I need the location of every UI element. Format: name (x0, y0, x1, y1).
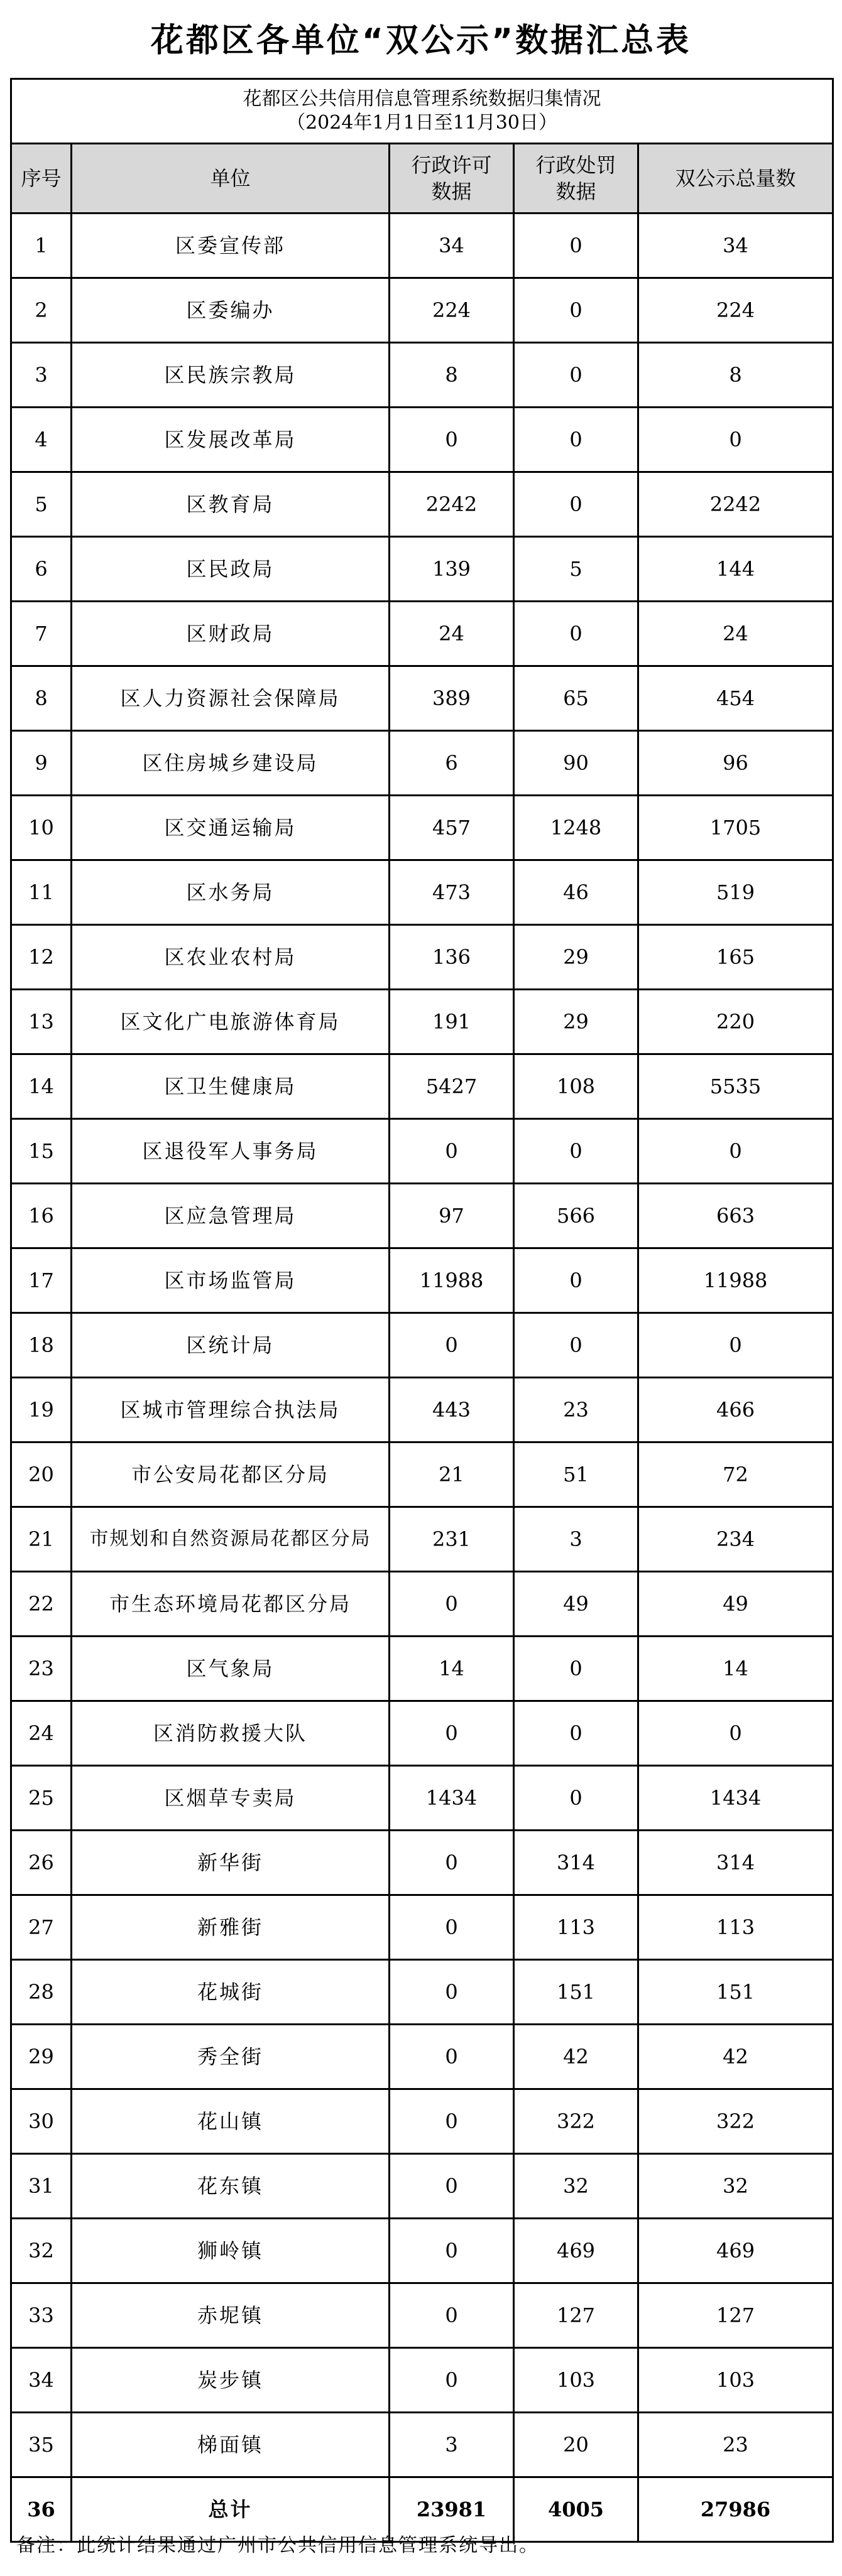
cell-penalty: 314 (514, 1831, 638, 1895)
cell-unit: 区市场监管局 (72, 1248, 390, 1313)
table-row (11, 925, 833, 990)
cell-seq: 14 (11, 1054, 72, 1119)
table-row (11, 1895, 833, 1960)
table-row (11, 1637, 833, 1701)
cell-penalty: 0 (514, 1637, 638, 1701)
table-row (11, 1831, 833, 1895)
cell-license: 3 (390, 2413, 514, 2477)
table-row (11, 731, 833, 796)
cell-unit: 市公安局花都区分局 (72, 1442, 390, 1507)
cell-unit: 区城市管理综合执法局 (72, 1378, 390, 1442)
cell-total: 234 (638, 1507, 833, 1572)
cell-seq: 22 (11, 1572, 72, 1637)
table-row (11, 1766, 833, 1831)
subtitle-line-1: 花都区公共信用信息管理系统数据归集情况 (243, 88, 601, 110)
table-row (11, 1442, 833, 1507)
cell-license: 0 (390, 1895, 514, 1960)
total-cell-unit: 总计 (72, 2477, 390, 2542)
cell-penalty: 0 (514, 1766, 638, 1831)
cell-penalty: 0 (514, 1248, 638, 1313)
cell-total: 23 (638, 2413, 833, 2477)
cell-unit: 市生态环境局花都区分局 (72, 1572, 390, 1637)
cell-seq: 12 (11, 925, 72, 990)
table-row (11, 2089, 833, 2154)
cell-unit: 区水务局 (72, 860, 390, 925)
cell-penalty: 0 (514, 1701, 638, 1766)
cell-seq: 21 (11, 1507, 72, 1572)
table-row (11, 796, 833, 860)
cell-penalty: 0 (514, 278, 638, 343)
cell-license: 0 (390, 408, 514, 472)
cell-seq: 3 (11, 343, 72, 408)
cell-license: 6 (390, 731, 514, 796)
cell-unit: 区交通运输局 (72, 796, 390, 860)
cell-total: 663 (638, 1184, 833, 1248)
cell-total: 72 (638, 1442, 833, 1507)
cell-total: 42 (638, 2025, 833, 2089)
cell-penalty: 0 (514, 472, 638, 537)
cell-total: 466 (638, 1378, 833, 1442)
cell-penalty: 90 (514, 731, 638, 796)
cell-unit: 区应急管理局 (72, 1184, 390, 1248)
cell-seq: 20 (11, 1442, 72, 1507)
cell-seq: 8 (11, 666, 72, 731)
table-row (11, 1960, 833, 2025)
cell-seq: 34 (11, 2348, 72, 2413)
cell-seq: 6 (11, 537, 72, 602)
cell-license: 0 (390, 2154, 514, 2219)
cell-license: 0 (390, 1960, 514, 2025)
cell-license: 0 (390, 1572, 514, 1637)
cell-seq: 7 (11, 602, 72, 666)
cell-seq: 2 (11, 278, 72, 343)
cell-license: 24 (390, 602, 514, 666)
cell-unit: 炭步镇 (72, 2348, 390, 2413)
cell-penalty: 0 (514, 1119, 638, 1184)
table-row (11, 472, 833, 537)
cell-seq: 16 (11, 1184, 72, 1248)
table-row (11, 666, 833, 731)
table-row (11, 278, 833, 343)
cell-unit: 新华街 (72, 1831, 390, 1895)
cell-seq: 33 (11, 2283, 72, 2348)
footnote: 备注：此统计结果通过广州市公共信用信息管理系统导出。 (16, 2535, 539, 2557)
cell-penalty: 46 (514, 860, 638, 925)
table-row (11, 1378, 833, 1442)
cell-seq: 26 (11, 1831, 72, 1895)
cell-total: 8 (638, 343, 833, 408)
cell-seq: 35 (11, 2413, 72, 2477)
cell-penalty: 32 (514, 2154, 638, 2219)
table-row (11, 2413, 833, 2477)
cell-penalty: 49 (514, 1572, 638, 1637)
cell-penalty: 0 (514, 408, 638, 472)
cell-total: 165 (638, 925, 833, 990)
cell-penalty: 0 (514, 343, 638, 408)
cell-total: 2242 (638, 472, 833, 537)
table-row (11, 2219, 833, 2283)
cell-license: 457 (390, 796, 514, 860)
cell-unit: 区气象局 (72, 1637, 390, 1701)
cell-unit: 区财政局 (72, 602, 390, 666)
cell-total: 103 (638, 2348, 833, 2413)
cell-penalty: 322 (514, 2089, 638, 2154)
cell-total: 0 (638, 1701, 833, 1766)
cell-total: 5535 (638, 1054, 833, 1119)
cell-license: 191 (390, 990, 514, 1054)
cell-license: 231 (390, 1507, 514, 1572)
cell-license: 224 (390, 278, 514, 343)
cell-license: 0 (390, 1831, 514, 1895)
cell-seq: 13 (11, 990, 72, 1054)
table-row (11, 2154, 833, 2219)
cell-total: 220 (638, 990, 833, 1054)
cell-unit: 区统计局 (72, 1313, 390, 1378)
cell-license: 21 (390, 1442, 514, 1507)
cell-penalty: 151 (514, 1960, 638, 2025)
cell-penalty: 1248 (514, 796, 638, 860)
cell-license: 11988 (390, 1248, 514, 1313)
header-total: 双公示总量数 (638, 144, 833, 214)
cell-license: 443 (390, 1378, 514, 1442)
cell-license: 8 (390, 343, 514, 408)
cell-total: 127 (638, 2283, 833, 2348)
cell-unit: 梯面镇 (72, 2413, 390, 2477)
cell-seq: 4 (11, 408, 72, 472)
cell-penalty: 469 (514, 2219, 638, 2283)
cell-license: 1434 (390, 1766, 514, 1831)
cell-penalty: 127 (514, 2283, 638, 2348)
cell-seq: 9 (11, 731, 72, 796)
table-row (11, 537, 833, 602)
table-row (11, 2025, 833, 2089)
table-row (11, 2348, 833, 2413)
cell-seq: 17 (11, 1248, 72, 1313)
cell-penalty: 3 (514, 1507, 638, 1572)
table-row (11, 1119, 833, 1184)
table-row (11, 1507, 833, 1572)
cell-unit: 秀全街 (72, 2025, 390, 2089)
cell-unit: 花山镇 (72, 2089, 390, 2154)
cell-total: 469 (638, 2219, 833, 2283)
cell-license: 136 (390, 925, 514, 990)
cell-total: 224 (638, 278, 833, 343)
table-row (11, 343, 833, 408)
cell-license: 97 (390, 1184, 514, 1248)
cell-unit: 狮岭镇 (72, 2219, 390, 2283)
summary-table (10, 78, 834, 2543)
cell-unit: 区民政局 (72, 537, 390, 602)
table-subtitle (11, 79, 833, 144)
cell-penalty: 566 (514, 1184, 638, 1248)
cell-seq: 24 (11, 1701, 72, 1766)
cell-unit: 区农业农村局 (72, 925, 390, 990)
cell-license: 0 (390, 2219, 514, 2283)
cell-total: 1705 (638, 796, 833, 860)
cell-seq: 23 (11, 1637, 72, 1701)
cell-seq: 25 (11, 1766, 72, 1831)
table-row (11, 602, 833, 666)
cell-total: 11988 (638, 1248, 833, 1313)
cell-total: 151 (638, 1960, 833, 2025)
total-cell-seq: 36 (11, 2477, 72, 2542)
cell-penalty: 20 (514, 2413, 638, 2477)
cell-unit: 花城街 (72, 1960, 390, 2025)
cell-seq: 18 (11, 1313, 72, 1378)
cell-penalty: 0 (514, 602, 638, 666)
cell-total: 519 (638, 860, 833, 925)
cell-seq: 15 (11, 1119, 72, 1184)
table-row (11, 990, 833, 1054)
table-row (11, 1054, 833, 1119)
cell-seq: 5 (11, 472, 72, 537)
cell-total: 1434 (638, 1766, 833, 1831)
header-license: 行政许可数据 (390, 144, 514, 214)
cell-license: 34 (390, 214, 514, 278)
cell-seq: 31 (11, 2154, 72, 2219)
cell-unit: 区退役军人事务局 (72, 1119, 390, 1184)
cell-seq: 30 (11, 2089, 72, 2154)
cell-unit: 区消防救援大队 (72, 1701, 390, 1766)
table-header-row (11, 144, 833, 214)
table-row (11, 2283, 833, 2348)
cell-total: 322 (638, 2089, 833, 2154)
cell-seq: 19 (11, 1378, 72, 1442)
cell-unit: 区民族宗教局 (72, 343, 390, 408)
header-seq: 序号 (11, 144, 72, 214)
table-row (11, 408, 833, 472)
cell-penalty: 29 (514, 990, 638, 1054)
cell-penalty: 113 (514, 1895, 638, 1960)
cell-seq: 10 (11, 796, 72, 860)
document-title: 花都区各单位“双公示”数据汇总表 (150, 21, 692, 60)
cell-license: 0 (390, 1313, 514, 1378)
cell-seq: 27 (11, 1895, 72, 1960)
cell-penalty: 0 (514, 1313, 638, 1378)
cell-unit: 赤坭镇 (72, 2283, 390, 2348)
cell-total: 96 (638, 731, 833, 796)
cell-total: 0 (638, 1119, 833, 1184)
cell-license: 2242 (390, 472, 514, 537)
total-cell-penalty: 4005 (514, 2477, 638, 2542)
cell-unit: 新雅街 (72, 1895, 390, 1960)
cell-license: 473 (390, 860, 514, 925)
cell-unit: 区发展改革局 (72, 408, 390, 472)
cell-unit: 区文化广电旅游体育局 (72, 990, 390, 1054)
cell-unit: 区人力资源社会保障局 (72, 666, 390, 731)
table-row (11, 1572, 833, 1637)
cell-penalty: 5 (514, 537, 638, 602)
subtitle-line-2: （2024年1月1日至11月30日） (287, 112, 557, 134)
cell-total: 49 (638, 1572, 833, 1637)
cell-total: 454 (638, 666, 833, 731)
cell-total: 32 (638, 2154, 833, 2219)
cell-unit: 花东镇 (72, 2154, 390, 2219)
cell-total: 314 (638, 1831, 833, 1895)
table-row (11, 214, 833, 278)
cell-penalty: 0 (514, 214, 638, 278)
cell-seq: 1 (11, 214, 72, 278)
cell-seq: 29 (11, 2025, 72, 2089)
table-row (11, 1184, 833, 1248)
cell-unit: 区委编办 (72, 278, 390, 343)
total-cell-license: 23981 (390, 2477, 514, 2542)
header-unit: 单位 (72, 144, 390, 214)
cell-penalty: 51 (514, 1442, 638, 1507)
cell-license: 0 (390, 2348, 514, 2413)
cell-license: 389 (390, 666, 514, 731)
cell-penalty: 42 (514, 2025, 638, 2089)
cell-license: 0 (390, 1119, 514, 1184)
cell-penalty: 23 (514, 1378, 638, 1442)
cell-unit: 区教育局 (72, 472, 390, 537)
cell-license: 5427 (390, 1054, 514, 1119)
table-row (11, 1248, 833, 1313)
cell-unit: 区卫生健康局 (72, 1054, 390, 1119)
cell-total: 144 (638, 537, 833, 602)
cell-penalty: 29 (514, 925, 638, 990)
cell-total: 24 (638, 602, 833, 666)
table-row (11, 1313, 833, 1378)
cell-unit: 市规划和自然资源局花都区分局 (72, 1507, 390, 1572)
cell-total: 0 (638, 408, 833, 472)
cell-penalty: 65 (514, 666, 638, 731)
cell-penalty: 103 (514, 2348, 638, 2413)
cell-license: 139 (390, 537, 514, 602)
table-row (11, 860, 833, 925)
cell-unit: 区住房城乡建设局 (72, 731, 390, 796)
cell-license: 0 (390, 2025, 514, 2089)
cell-total: 0 (638, 1313, 833, 1378)
cell-total: 34 (638, 214, 833, 278)
cell-total: 14 (638, 1637, 833, 1701)
header-penalty: 行政处罚数据 (514, 144, 638, 214)
table-row (11, 1701, 833, 1766)
cell-penalty: 108 (514, 1054, 638, 1119)
cell-seq: 28 (11, 1960, 72, 2025)
cell-license: 14 (390, 1637, 514, 1701)
cell-seq: 32 (11, 2219, 72, 2283)
cell-seq: 11 (11, 860, 72, 925)
total-cell-total: 27986 (638, 2477, 833, 2542)
cell-total: 113 (638, 1895, 833, 1960)
cell-license: 0 (390, 1701, 514, 1766)
cell-license: 0 (390, 2089, 514, 2154)
cell-license: 0 (390, 2283, 514, 2348)
cell-unit: 区烟草专卖局 (72, 1766, 390, 1831)
cell-unit: 区委宣传部 (72, 214, 390, 278)
